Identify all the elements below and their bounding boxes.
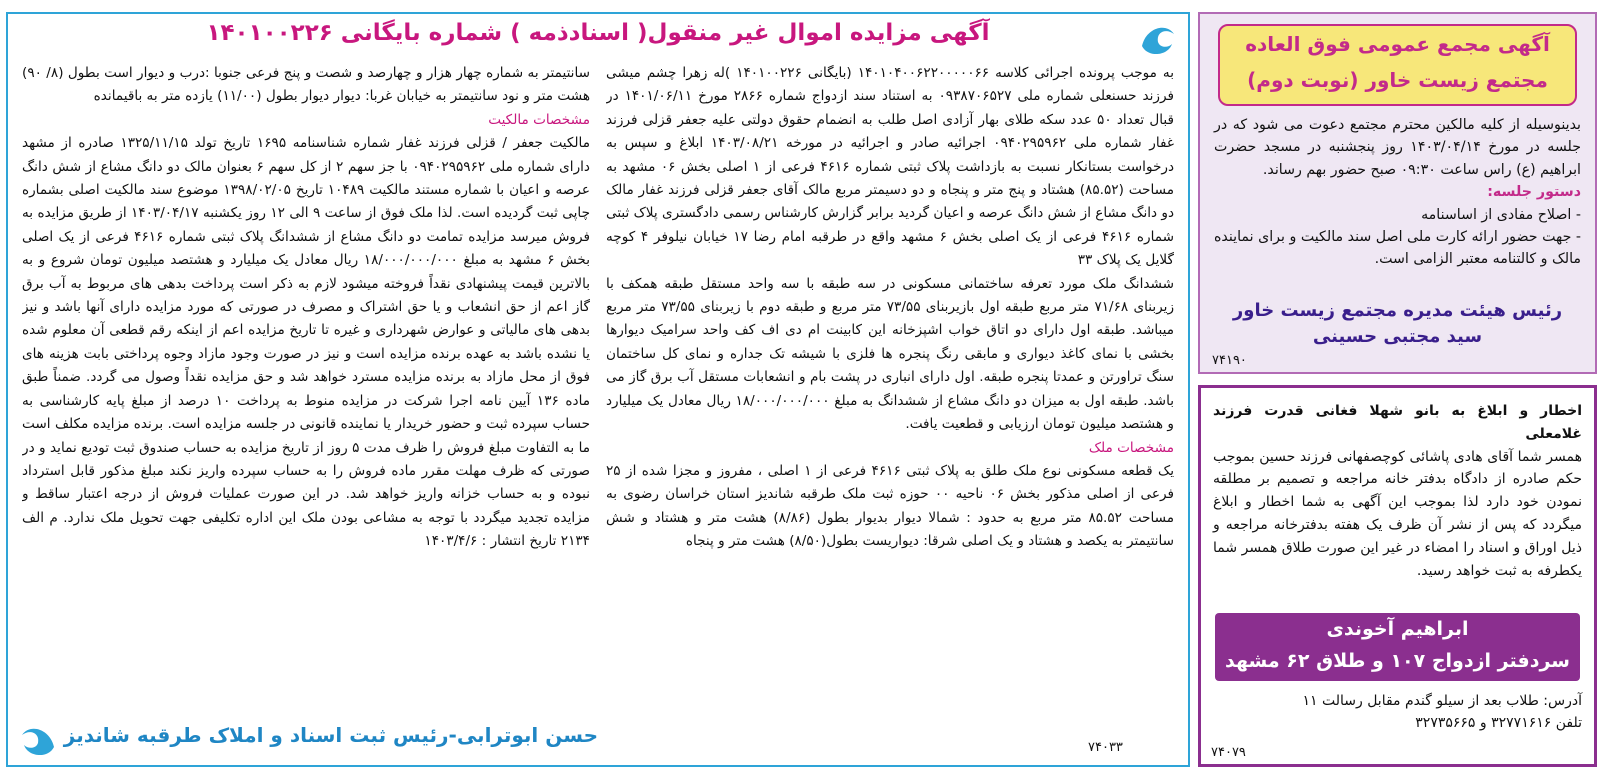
property-specs-heading: مشخصات ملک bbox=[1088, 439, 1174, 456]
meeting-title: آگهی مجمع عمومی فوق العاده bbox=[1245, 32, 1550, 56]
notification-lead: اخطار و ابلاغ به بانو شهلا فغانی قدرت فرزند غلامعلی bbox=[1213, 403, 1582, 442]
notary-phone: تلفن ۳۲۷۷۱۶۱۶ و ۳۲۷۳۵۶۶۵ bbox=[1415, 715, 1582, 731]
notification-body bbox=[1213, 400, 1582, 582]
signature-title: رئیس هیئت مدیره مجتمع زیست خاور bbox=[1232, 300, 1563, 321]
auction-left-column bbox=[22, 62, 590, 715]
auction-paragraph: به موجب پرونده اجرائی کلاسه ۱۴۰۱۰۴۰۰۶۲۲۰۰۰۰۰۶۶ (بایگانی ۱۴۰۱۰۰۲۲۶ )له زهرا چشم میشی فرزند حسنعلی شماره ملی ۰۹۳۸۷۰۶۵۲۷ به استناد سند ازدواج شماره ۲۸۶۶ مورخ ۱۴۰۱/۰۶/۱۱ در قبال تعداد ۵۰ عدد سکه طلای بهار آزادی اصل طلب به انضمام حقوق دولتی علیه جعفر قزلی فرزند غفار شماره ملی ۰۹۴۰۲۹۵۹۶۲ اجرائیه صادر و اجرائیه در مورخه ۱۴۰۳/۰۸/۲۱ ابلاغ و سپس به درخواست بستانکار نسبت به بازداشت پلاک ثبتی شماره ۴۶۱۶ فرعی از ۱ اصلی بخش ۰۶ مشهد به مساحت (۸۵.۵۲) هشتاد و پنج متر و پنجاه و دو دسیمتر مربع مالک آقای جعفر قزلی فرزند غفار مالک دو دانگ مشاع از شش دانگ عرصه و اعیان گردید برابر گزارش کارشناس رسمی دادگستری پلاک ثبتی شماره ۴۶۱۶ فرعی از یک اصلی بخش ۶ مشهد واقع در طرقبه امام رضا ۱۷ خیابان نیلوفر ۴ کوچه گلایل یک پلاک ۳۳ bbox=[606, 65, 1174, 269]
meeting-body bbox=[1214, 114, 1581, 271]
notary-contact bbox=[1302, 690, 1582, 734]
auction-paragraph: ششدانگ ملک مورد تعرفه ساختمانی مسکونی در سه طبقه با سه واحد مستقل طبقه همکف با زیربنای ۷۱/۶۸ متر مربع طبقه اول بازیربنای ۷۳/۵۵ متر مربع و طبقه دوم با زیربنای ۷۳/۵۵ متر مربع میباشد. طبقه اول دارای دو اتاق خواب اشپزخانه این کابینت ام دی اف کف واحد سرامیک دیوارها بخشی با نمای کاغذ دیواری و مابقی رنگ پنجره ها فلزی با شیشه تک جداره و نمای کل ساختمان سنگ تراورتن و عمدتا پنجره طبقه. اول دارای انباری در پشت بام و انشعابات مستقل آب برق گاز می باشد. طبقه اول به میزان دو دانگ مشاع از ششدانگ به مبلغ ۱۸/۰۰۰/۰۰۰/۰۰۰ ریال معادل یک میلیارد و هشتصد میلیون تومان ارزیابی و قطعیت یافت. bbox=[606, 275, 1174, 433]
auction-notice bbox=[6, 12, 1190, 767]
signature-name: سید مجتبی حسینی bbox=[1312, 326, 1483, 347]
auction-right-column bbox=[606, 62, 1174, 715]
notary-address: آدرس: طلاب بعد از سیلو گندم مقابل رسالت ۱۱ bbox=[1302, 693, 1582, 709]
auction-signature: حسن ابوترابی-رئیس ثبت اسناد و املاک طرقبه شاندیز bbox=[63, 723, 598, 747]
meeting-signature bbox=[1200, 298, 1595, 350]
agenda-label: دستور جلسه: bbox=[1487, 184, 1581, 201]
meeting-invitation: بدینوسیله از کلیه مالکین محترم مجتمع دعوت می شود که در جلسه در مورخ ۱۴۰۳/۰۴/۱۴ روز پنجشنبه در مسجد حضرت ابراهیم (ع) راس ساعت ۰۹:۳۰ صبح حضور بهم رساند. bbox=[1214, 117, 1582, 178]
auction-title: آگهی مزایده اموال غیر منقول( اسنادذمه ) شماره بایگانی ۱۴۰۱۰۰۲۲۶ bbox=[206, 20, 990, 46]
auction-paragraph: سانتیمتر به شماره چهار هزار و چهارصد و شصت و پنج فرعی جنوبا :درب و دیوار است بطول (۸/ ۹۰) هشت متر و نود سانتیمتر به خیابان غربا: دیوار دیوار بطول (۱۱/۰۰) یازده متر به باقیمانده bbox=[22, 65, 590, 105]
auction-code: ۷۴۰۳۳ bbox=[1088, 740, 1123, 755]
agenda-item: - اصلاح مفادی از اساسنامه bbox=[1421, 206, 1581, 223]
meeting-subtitle: مجتمع زیست خاور (نوبت دوم) bbox=[1247, 68, 1548, 92]
meeting-code: ۷۴۱۹۰ bbox=[1212, 353, 1247, 368]
auction-paragraph: مالکیت جعفر / قزلی فرزند غفار شماره شناسنامه ۱۶۹۵ تاریخ تولد ۱۳۲۵/۱۱/۱۵ صادره از مشهد دارای شماره ملی ۰۹۴۰۲۹۵۹۶۲ با جز سهم ۲ از کل سهم ۶ بعنوان مالک دو دانگ مشاع از شش دانگ عرصه و اعیان با شماره مستند مالکیت ۱۰۴۸۹ تاریخ ۱۳۹۸/۰۲/۰۵ موضوع سند مالکیت اصلی بشماره چاپی ثبت گردیده است. لذا ملک فوق از ساعت ۹ الی ۱۲ روز یکشنبه ۱۴۰۳/۰۴/۱۷ از طریق مزایده به فروش میرسد مزایده تمامت دو دانگ مشاع از ششدانگ پلاک ثبتی شماره ۴۶۱۶ فرعی از یک اصلی بخش ۶ مشهد به مبلغ ۱۸/۰۰۰/۰۰۰/۰۰۰ ریال معادل یک میلیارد و هشتصد میلیون تومان شروع و به بالاترین قیمت پیشنهادی نقداً فروخته میشود لازم به ذکر است پرداخت بدهی های مربوط به آب برق گاز اعم از حق انشعاب و یا حق اشتراک و مصرف در صورتی که مورد مزایده دارای آنها باشد و نیز بدهی های مالیاتی و عوارض شهرداری و غیره تا تاریخ مزایده اعم از اینکه رقم قطعی آن معلوم شده یا نشده باشد به عهده برنده مزایده است و نیز در صورت وجود مازاد وجوه پرداختی بابت هزینه های فوق از محل مازاد به برنده مزایده مسترد خواهد شد و حق مزایده نقداً وصول می گردد. ضمناً طبق ماده ۱۳۶ آیین نامه اجرا شرکت در مزایده منوط به پرداخت ۱۰ درصد از مبلغ پایه کارشناسی به حساب سپرده ثبت و حضور خریدار یا نماینده قانونی در جلسه مزایده است. برنده مزایده مکلف است ما به التفاوت مبلغ فروش را ظرف مدت ۵ روز از تاریخ مزایده به حساب صندوق ثبت تودیع نماید و در صورتی که ظرف مهلت مقرر ماده فروش را به حساب سپرده واریز نکند مبلغ مذکور قابل استرداد نبوده و به حساب خزانه واریز خواهد شد. در این صورت عملیات فروش از درجه اعتبار ساقط و مزایده تجدید میگردد با توجه به مشاعی بودن ملک این اداره تکلیفی جهت تحویل ملک ندارد. م الف ۲۱۳۴ تاریخ انتشار : ۱۴۰۳/۴/۶ bbox=[22, 135, 590, 550]
notary-office-box bbox=[1215, 613, 1580, 681]
wave-icon bbox=[16, 717, 60, 761]
notification-notice bbox=[1198, 385, 1597, 767]
notary-name: ابراهیم آخوندی bbox=[1326, 618, 1469, 640]
meeting-notice bbox=[1198, 12, 1597, 374]
notification-code: ۷۴۰۷۹ bbox=[1211, 745, 1246, 760]
notification-text: همسر شما آقای هادی پاشائی کوچصفهانی فرزند حسین بموجب حکم صادره از دادگاه بدفتر خانه مراجعه و تصمیم بر مطلقه نمودن خود دارد لذا بموجب این آگهی به شما اخطار و ابلاغ میگردد که پس از نشر آن ظرف یک هفته بدفترخانه مراجعه و ذیل اوراق و اسناد را امضاء در غیر این صورت طلاق همسر شما یکطرفه به ثبت خواهد رسید. bbox=[1213, 448, 1582, 579]
notary-office: سردفتر ازدواج ۱۰۷ و طلاق ۶۲ مشهد bbox=[1225, 650, 1570, 672]
agenda-item: - جهت حضور ارائه کارت ملی اصل سند مالکیت و برای نماینده مالک و کالتنامه معتبر الزامی است. bbox=[1214, 229, 1581, 268]
ownership-specs-heading: مشخصات مالکیت bbox=[488, 111, 590, 128]
auction-paragraph: یک قطعه مسکونی نوع ملک طلق به پلاک ثبتی ۴۶۱۶ فرعی از ۱ اصلی ، مفروز و مجزا شده از ۲۵ فرعی از اصلی مذکور بخش ۰۶ ناحیه ۰۰ حوزه ثبت ملک طرقبه شاندیز استان خراسان رضوی به مساحت ۸۵.۵۲ متر مربع به حدود : شمالا دیوار بدیوار بطول (۸/۸۶) هشت متر و هشتاد و شش سانتیمتر به یکصد و هشتاد و یک اصلی شرقا: دیواریست بطول(۸/۵۰) هشت متر و پنجاه bbox=[606, 462, 1174, 550]
meeting-header bbox=[1218, 24, 1577, 106]
